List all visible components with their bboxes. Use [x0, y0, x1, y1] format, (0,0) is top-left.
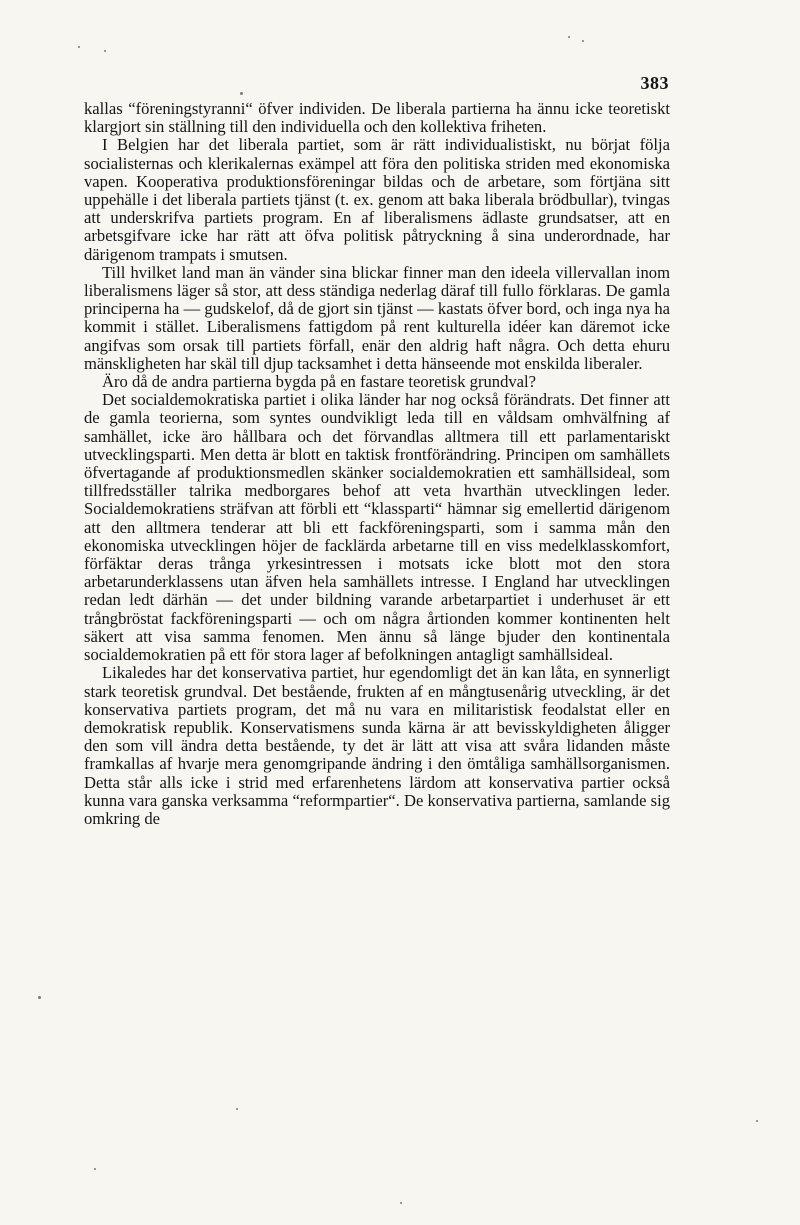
paragraph-3: Till hvilket land man än vänder sina blickar finner man den ideela villervallan inom liberalismens läger så stor, att dess ständiga nederlag däraf till fullo förklaras. De gamla principerna ha — gudskelof, då de gjort sin tjänst — kastats öfver bord, och inga nya ha kommit i stället. Liberalismens fattigdom på rent kulturella idéer kan däremot icke angifvas som orsak till partiets förfall, enär den aldrig haft några. Och detta ehuru mänskligheten har skäl till djup tacksamhet i detta hänseende mot enskilda liberaler. — [84, 262, 670, 373]
print-speck — [582, 40, 584, 42]
page-number: 383 — [640, 73, 669, 93]
paragraph-5: Det socialdemokratiska partiet i olika länder har nog också förändrats. Det finner att de gamla teorierna, som syntes oundvikligt leda till en våldsam omhvälfning af samhället, icke äro hållbara och det förvandlas alltmera till ett parlamentariskt utvecklingsparti. Men detta är blott en taktisk frontförändring. Principen om samhällets öfvertagande af produktionsmedlen skänker socialdemokratien ett samhällsideal, som tillfredsställer talrika medborgares behof att veta hvarthän utvecklingen leder. Socialdemokratiens sträfvan att förbli ett “klassparti“ hämnar sig emellertid därigenom att den alltmera tenderar att bli ett fackföreningsparti, som i samma mån den ekonomiska utvecklingen höjer de facklärda arbetarne till en viss medelklasskomfort, förfäktar deras trånga yrkesintressen i motsats icke blott mot den stora arbetarunderklassens utan äfven hela samhällets intresse. I England har utvecklingen redan ledt därhän — det under bildning varande arbetarpartiet i underhuset är ett trångbröstat fackföreningsparti — och om några årtionden kommer kontinenten helt säkert att visa samma fenomen. Men ännu så länge bjuder den kontinentala socialdemokratien på ett för stora lager af befolkningen antagligt samhällsideal. — [84, 390, 670, 665]
print-speck — [236, 1108, 238, 1110]
print-speck — [568, 36, 570, 38]
print-speck — [94, 1168, 96, 1170]
print-speck — [756, 1120, 758, 1122]
print-speck — [78, 46, 80, 48]
print-speck — [240, 92, 243, 95]
print-speck — [38, 996, 41, 999]
print-speck — [104, 50, 106, 52]
body-text — [84, 100, 670, 828]
paragraph-4: Äro då de andra partierna bygda på en fastare teoretisk grundval? — [102, 372, 537, 392]
print-speck — [400, 1202, 402, 1204]
paragraph-6: Likaledes har det konservativa partiet, hur egendomligt det än kan låta, en synnerligt stark teoretisk grundval. Det bestående, frukten af en mångtusenårig utveckling, är det konservativa partiets program, det må nu vara en militaristisk feodalstat eller en demokratisk republik. Konservatismens sunda kärna är att bevisskyldigheten åligger den som vill ändra detta bestående, ty det är lätt att visa att svåra lidanden måste framkallas af hvarje mera genomgripande ändring i den ömtåliga samhällsorganismen. Detta står alls icke i strid med erfarenhetens lärdom att konservativa partier också kunna vara ganska verksamma “reformpartier“. De konservativa partierna, samlande sig omkring de — [84, 663, 670, 828]
paragraph-1: kallas “föreningstyranni“ öfver individen. De liberala partierna ha ännu icke teoretiskt klargjort sin ställning till den individuella och den kollektiva friheten. — [84, 99, 670, 137]
paragraph-2: I Belgien har det liberala partiet, som är rätt individualistiskt, nu börjat följa socialisternas och klerikalernas exämpel att föra den politiska striden med ekonomiska vapen. Kooperativa produktionsföreningar bildas och de arbetare, som förtjäna sitt uppehälle i det liberala partiets tjänst (t. ex. genom att baka liberala brödbullar), tvingas att underskrifva partiets program. En af liberalismens ädlaste grundsatser, att en arbetsgifvare icke har rätt att öfva politisk påtryckning å sina underordnade, har därigenom trampats i smutsen. — [84, 135, 670, 264]
